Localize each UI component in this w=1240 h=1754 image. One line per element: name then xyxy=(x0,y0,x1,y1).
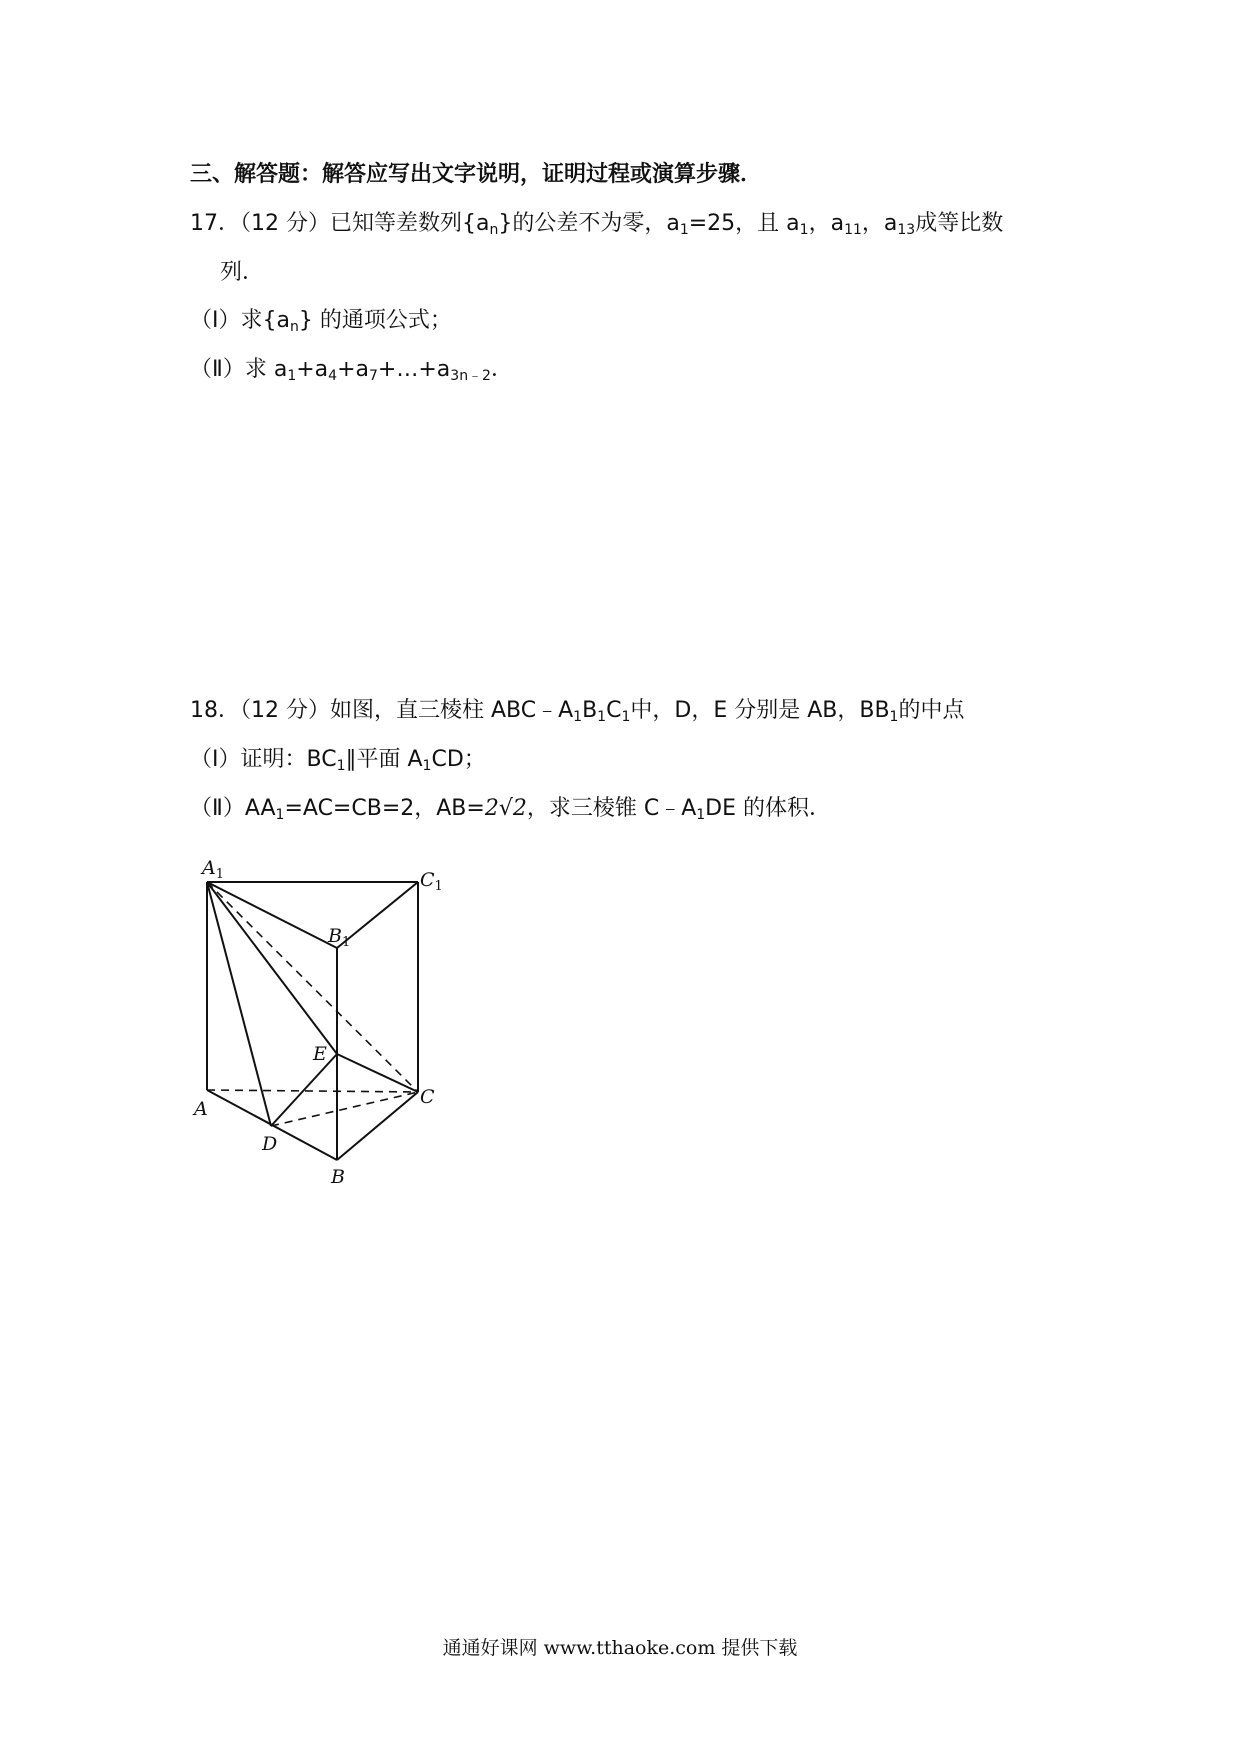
q18-part1: （Ⅰ）证明：$BC_1\parallel$平面 $A_1CD$； xyxy=(190,747,486,774)
footer-credit: 通通好课网 www.tthaoke.com 提供下载 xyxy=(442,1637,798,1659)
label-a1: $A_1$ xyxy=(202,857,225,882)
segment-e-c xyxy=(337,1054,418,1092)
q17-part2: （Ⅱ）求 $a_1+a_4+a_7+\dots+a_{3n﹣2}$． xyxy=(190,357,513,384)
q18-part2: $(Ⅱ)AA_1=AC=CB=2$，AB=2√2，求三棱锥 $C﹣A_1DE$ 的体积． xyxy=(190,796,832,823)
label-b1: $B_1$ xyxy=(328,925,351,950)
label-c1: $C_1$ xyxy=(420,869,443,894)
q18-statement: 18．（12 分）如图，直三棱柱 $ABC﹣A_1B_1C_1$中，D，E 分别是 AB，$BB_1$的中点 xyxy=(190,698,965,725)
label-d: D xyxy=(262,1133,278,1155)
section-title: 三、解答题：解答应写出文字说明，证明过程或演算步骤． xyxy=(190,162,763,187)
prism-figure xyxy=(190,838,450,1198)
label-b: B xyxy=(331,1166,345,1188)
label-e: E xyxy=(313,1043,327,1065)
edge-a1-b1 xyxy=(207,882,337,948)
sqrt-expression: 2√2 xyxy=(484,796,527,821)
segment-a1-e xyxy=(207,882,337,1054)
edge-b-c xyxy=(337,1092,418,1160)
label-a: A xyxy=(194,1098,208,1120)
hidden-d-c xyxy=(271,1092,418,1126)
q17-statement: 17．（12 分）已知等差数列$\{a_n\}$的公差不为零，$a_1=25$，且 $a_1$，$a_{11}$，$a_{13}$成等比数 xyxy=(190,211,1004,238)
label-c: C xyxy=(420,1086,435,1108)
hidden-a-c xyxy=(207,1090,418,1092)
q17-statement-cont: 列． xyxy=(220,260,265,285)
segment-a1-d xyxy=(207,882,271,1126)
q17-part1: （Ⅰ）求$\{a_n\}$ 的通项公式； xyxy=(190,308,452,335)
